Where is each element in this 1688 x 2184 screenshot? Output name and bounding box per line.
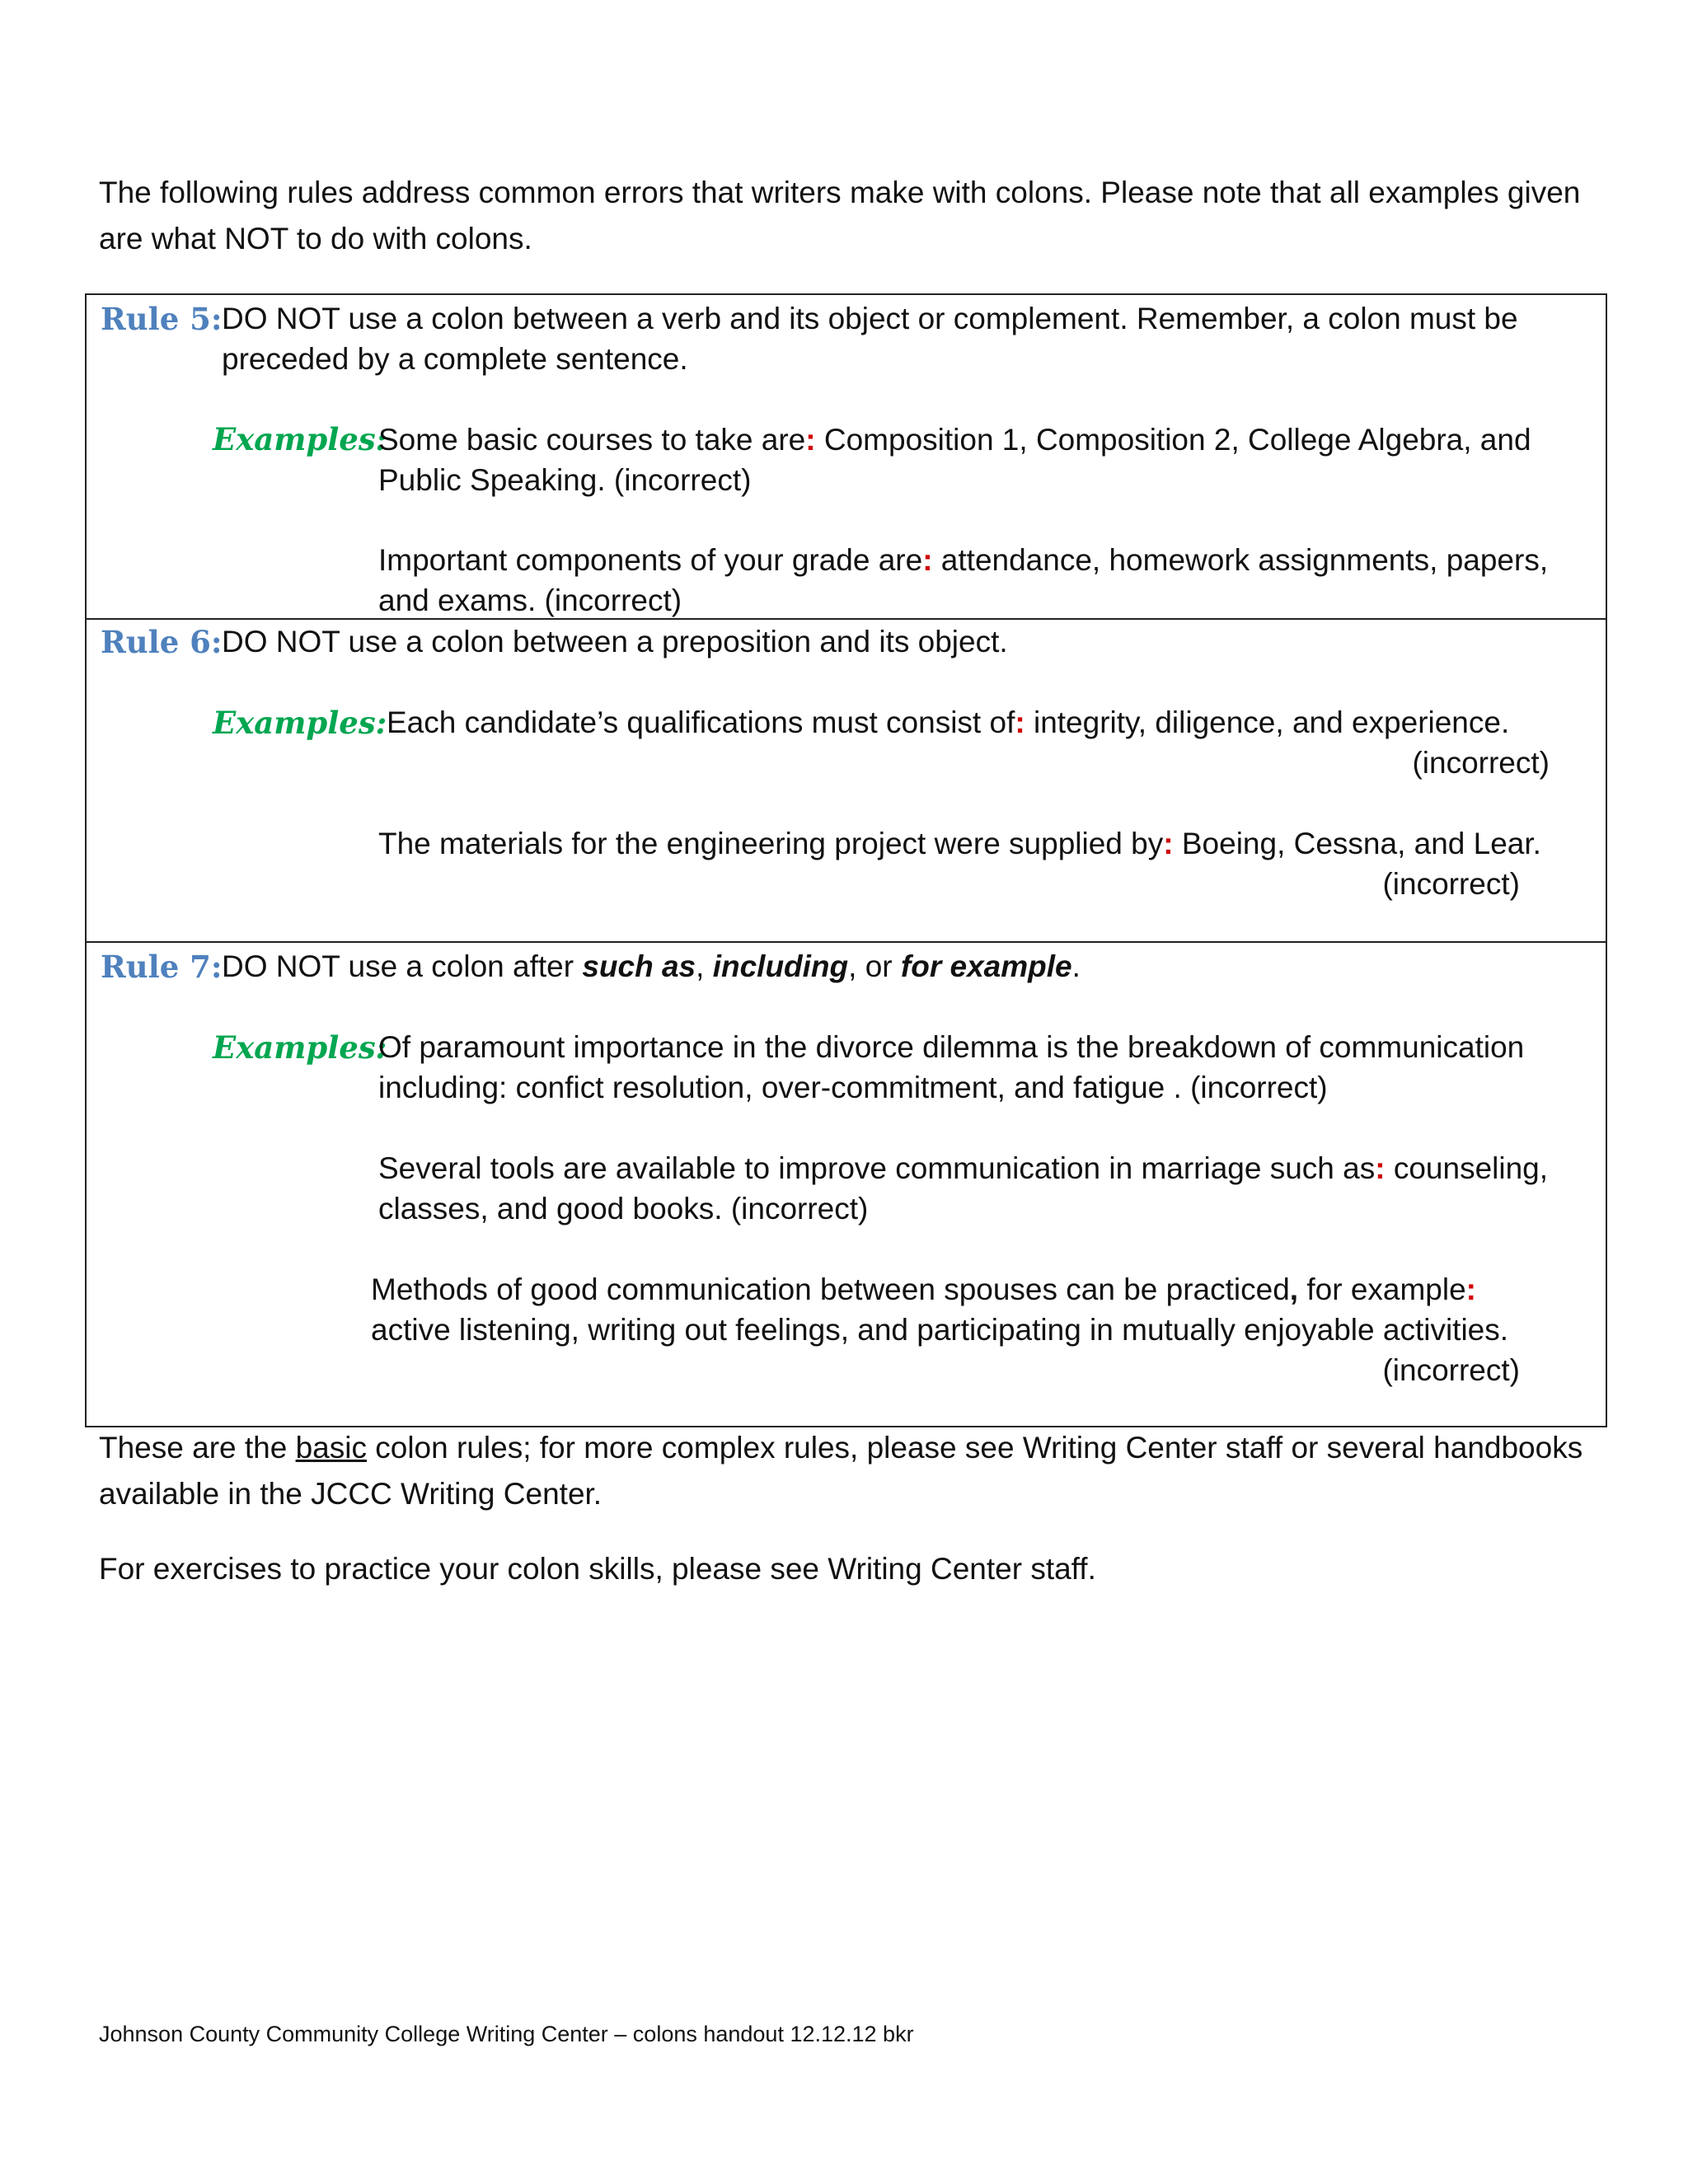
rule-5-example-1 xyxy=(378,419,1598,500)
separator: , xyxy=(696,949,713,983)
rule-7-example-3-text-mid: for example xyxy=(1298,1272,1466,1306)
highlighted-colon: : xyxy=(805,423,816,457)
highlighted-colon: : xyxy=(922,543,933,577)
rule-7-example-1-line-2: including: confict resolution, over-commitment, and fatigue . (incorrect) xyxy=(378,1071,1328,1104)
rule-5-text-line-1: DO NOT use a colon between a verb and its object or complement. Remember, a colon must be xyxy=(222,302,1518,335)
rule-7-example-1-line-1: Of paramount importance in the divorce dilemma is the breakdown of communication xyxy=(378,1030,1525,1064)
closing-paragraph-2: For exercises to practice your colon skills, please see Writing Center staff. xyxy=(99,1552,1096,1586)
rule-7-example-2-text: Several tools are available to improve communication in marriage such as xyxy=(378,1151,1376,1185)
intro-line-1: The following rules address common errors that writers make with colons. Please note that all examples given xyxy=(99,176,1581,209)
closing-text-start: These are the xyxy=(99,1431,296,1465)
rule-7-example-3-text: Methods of good communication between spouses can be practiced xyxy=(371,1272,1290,1306)
rule-7-example-3-line-1 xyxy=(371,1269,1599,1310)
closing-text-cont: colon rules; for more complex rules, please see Writing Center staff or several handbooks xyxy=(366,1431,1583,1465)
rule-6-example-2-note: (incorrect) xyxy=(1382,867,1520,901)
sentence-end: . xyxy=(1071,949,1081,983)
rule-5-example-2 xyxy=(378,540,1598,621)
rule-6-example-2-text: The materials for the engineering project were supplied by xyxy=(378,827,1164,860)
rules-table xyxy=(85,293,1607,1427)
closing-line-2: available in the JCCC Writing Center. xyxy=(99,1477,603,1511)
rule-6-example-1-text: Each candidate’s qualifications must consist of xyxy=(387,705,1015,739)
rule-6-example-1 xyxy=(387,702,1598,743)
rule-7-text-start: DO NOT use a colon after xyxy=(222,949,583,983)
rule-6-example-1-note: (incorrect) xyxy=(1412,746,1550,780)
rule-5-example-2-line-1 xyxy=(378,540,1598,580)
rule-7-example-2 xyxy=(378,1148,1598,1229)
rule-7-example-2-line-1 xyxy=(378,1148,1598,1188)
rule-7-example-3 xyxy=(371,1269,1599,1350)
rule-6-example-2-text-cont: Boeing, Cessna, and Lear. xyxy=(1173,827,1541,860)
page-footer: Johnson County Community College Writing Center – colons handout 12.12.12 bkr xyxy=(99,2022,914,2046)
rule-7-text xyxy=(222,946,1590,987)
rule-5-example-2-text-cont: attendance, homework assignments, papers, xyxy=(932,543,1549,577)
rule-7-example-3-note: (incorrect) xyxy=(1382,1353,1520,1387)
rule-7-example-2-text-cont: counseling, xyxy=(1385,1151,1549,1185)
rule-5-examples-label: Examples: xyxy=(213,421,387,457)
term-for-example: for example xyxy=(900,949,1072,983)
rule-6-cell xyxy=(87,620,1606,943)
highlighted-colon: : xyxy=(1465,1272,1476,1306)
underlined-basic: basic xyxy=(295,1431,367,1465)
rule-5-example-1-text-cont: Composition 1, Composition 2, College Algebra, and xyxy=(815,423,1531,457)
closing-line-1 xyxy=(99,1425,1607,1471)
rule-6-example-1-text-cont: integrity, diligence, and experience. xyxy=(1025,705,1510,739)
term-including: including xyxy=(712,949,849,983)
rule-6-examples-label: Examples: xyxy=(213,705,387,741)
rule-5-example-1-line-2: Public Speaking. (incorrect) xyxy=(378,463,752,497)
rule-6-example-2 xyxy=(378,823,1598,864)
rule-5-label: Rule 5: xyxy=(101,301,223,337)
term-such-as: such as xyxy=(582,949,696,983)
rule-5-example-2-line-2: and exams. (incorrect) xyxy=(378,583,682,617)
highlighted-colon: : xyxy=(1163,827,1174,860)
rule-7-examples-label: Examples: xyxy=(213,1029,387,1066)
closing-paragraph-1 xyxy=(99,1425,1607,1517)
highlighted-colon: : xyxy=(1375,1151,1386,1185)
rule-7-example-2-line-2: classes, and good books. (incorrect) xyxy=(378,1192,869,1226)
rule-5-example-1-line-1 xyxy=(378,419,1598,460)
rule-5-cell xyxy=(87,295,1606,620)
rule-5-text xyxy=(222,298,1590,379)
rule-7-example-1 xyxy=(378,1027,1598,1108)
rule-6-text: DO NOT use a colon between a preposition and its object. xyxy=(222,625,1008,658)
rule-5-text-line-2: preceded by a complete sentence. xyxy=(222,342,688,376)
rule-5-example-1-text: Some basic courses to take are xyxy=(378,423,806,457)
rule-7-cell xyxy=(87,943,1606,1426)
rule-6-label: Rule 6: xyxy=(101,624,223,660)
highlighted-colon: : xyxy=(1015,705,1025,739)
bold-comma: , xyxy=(1289,1272,1299,1306)
rule-7-example-3-line-2: active listening, writing out feelings, and participating in mutually enjoyable activities. xyxy=(371,1313,1509,1347)
separator: , or xyxy=(848,949,901,983)
rule-7-label: Rule 7: xyxy=(101,949,223,985)
rule-5-example-2-text: Important components of your grade are xyxy=(378,543,923,577)
intro-paragraph xyxy=(99,170,1607,262)
intro-line-2: are what NOT to do with colons. xyxy=(99,222,532,255)
